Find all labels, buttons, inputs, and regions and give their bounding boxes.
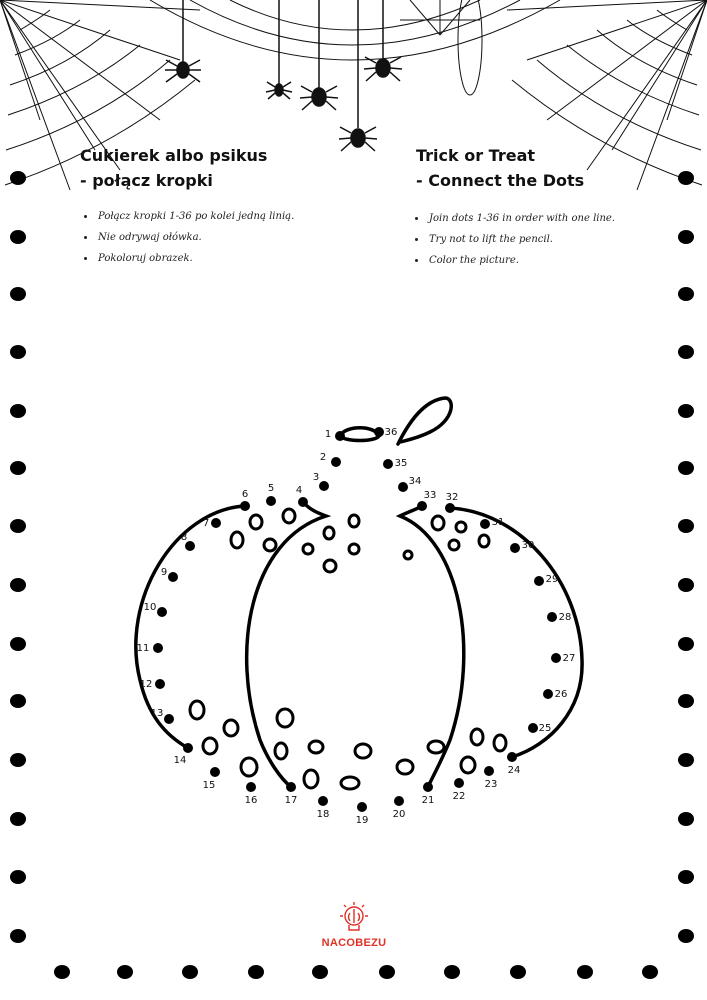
dot-label-4: 4	[295, 485, 303, 496]
dot-label-13: 13	[150, 708, 164, 719]
polish-instructions	[79, 206, 294, 269]
dot-label-25: 25	[538, 723, 552, 734]
border-dot	[10, 404, 26, 418]
border-dot	[379, 965, 395, 979]
border-dot	[248, 965, 264, 979]
spider-icon	[364, 0, 402, 81]
dot-label-9: 9	[160, 567, 168, 578]
dot-label-24: 24	[507, 765, 521, 776]
dot-label-28: 28	[558, 612, 572, 623]
dot-label-26: 26	[554, 689, 568, 700]
border-dot	[312, 965, 328, 979]
border-dot	[678, 230, 694, 244]
border-dot	[678, 812, 694, 826]
border-dot	[10, 519, 26, 533]
dot-14	[183, 743, 193, 753]
english-title-line2: - Connect the Dots	[416, 171, 585, 190]
border-dot	[10, 694, 26, 708]
dot-2	[331, 457, 341, 467]
dot-label-35: 35	[394, 458, 408, 469]
dot-label-3: 3	[312, 472, 320, 483]
border-dot	[10, 812, 26, 826]
dot-23	[484, 766, 494, 776]
dot-10	[157, 607, 167, 617]
dot-36	[374, 427, 384, 437]
dot-22	[454, 778, 464, 788]
instruction-item: • Nie odrywaj ołówka.	[96, 227, 294, 248]
dot-label-11: 11	[136, 643, 150, 654]
dot-32	[445, 503, 455, 513]
dot-16	[246, 782, 256, 792]
border-dot	[510, 965, 526, 979]
border-dot	[10, 578, 26, 592]
dot-label-32: 32	[445, 492, 459, 503]
border-dot	[678, 461, 694, 475]
dot-34	[398, 482, 408, 492]
dot-33	[417, 501, 427, 511]
dot-15	[210, 767, 220, 777]
dot-27	[551, 653, 561, 663]
border-dot	[10, 461, 26, 475]
dot-label-6: 6	[241, 489, 249, 500]
dot-3	[319, 481, 329, 491]
dot-label-22: 22	[452, 791, 466, 802]
border-dot	[10, 345, 26, 359]
dot-12	[155, 679, 165, 689]
dot-19	[357, 802, 367, 812]
pumpkin-outline	[136, 398, 582, 787]
dot-label-8: 8	[180, 532, 188, 543]
dot-20	[394, 796, 404, 806]
polish-title-line2: - połącz kropki	[80, 171, 213, 190]
dot-label-29: 29	[545, 574, 559, 585]
dot-26	[543, 689, 553, 699]
dot-label-30: 30	[521, 540, 535, 551]
dot-label-19: 19	[355, 815, 369, 826]
dot-5	[266, 496, 276, 506]
border-dot	[444, 965, 460, 979]
dot-label-15: 15	[202, 780, 216, 791]
connect-the-dots	[137, 427, 576, 826]
dot-label-2: 2	[319, 452, 327, 463]
dot-28	[547, 612, 557, 622]
border-dot	[577, 965, 593, 979]
dot-label-14: 14	[173, 755, 187, 766]
dot-label-16: 16	[244, 795, 258, 806]
polish-title-line1: Cukierek albo psikus	[80, 146, 268, 165]
dot-13	[164, 714, 174, 724]
spider-icon	[300, 0, 338, 110]
border-dot	[678, 694, 694, 708]
dot-11	[153, 643, 163, 653]
dot-25	[528, 723, 538, 733]
dot-label-34: 34	[408, 476, 422, 487]
polish-title	[80, 143, 267, 193]
spider-web-icon	[150, 0, 560, 95]
pumpkin-spots	[190, 509, 506, 789]
border-dot	[678, 753, 694, 767]
dot-30	[510, 543, 520, 553]
dot-24	[507, 752, 517, 762]
dot-4	[298, 497, 308, 507]
border-dot	[642, 965, 658, 979]
border-dots	[10, 171, 694, 979]
border-dot	[678, 637, 694, 651]
english-title	[416, 143, 584, 193]
dot-label-10: 10	[143, 602, 157, 613]
border-dot	[54, 965, 70, 979]
border-dot	[10, 753, 26, 767]
english-instructions	[410, 208, 615, 271]
english-title-line1: Trick or Treat	[416, 146, 536, 165]
instruction-item: • Color the picture.	[427, 250, 615, 271]
border-dot	[678, 870, 694, 884]
border-dot	[678, 171, 694, 185]
dot-label-17: 17	[284, 795, 298, 806]
instruction-item: • Pokoloruj obrazek.	[96, 248, 294, 269]
dot-1	[335, 431, 345, 441]
border-dot	[678, 519, 694, 533]
spider-icon	[266, 0, 292, 99]
dot-31	[480, 519, 490, 529]
border-dot	[10, 230, 26, 244]
dot-label-20: 20	[392, 809, 406, 820]
border-dot	[117, 965, 133, 979]
dot-29	[534, 576, 544, 586]
dot-21	[423, 782, 433, 792]
dot-label-21: 21	[421, 795, 435, 806]
border-dot	[678, 929, 694, 943]
dot-18	[318, 796, 328, 806]
border-dot	[10, 929, 26, 943]
border-dot	[678, 404, 694, 418]
border-dot	[182, 965, 198, 979]
dot-label-12: 12	[139, 679, 153, 690]
border-dot	[10, 171, 26, 185]
border-dot	[678, 287, 694, 301]
logo	[315, 900, 393, 949]
dot-label-36: 36	[384, 427, 398, 438]
dot-9	[168, 572, 178, 582]
dot-label-7: 7	[202, 518, 210, 529]
spider-icon	[165, 0, 201, 82]
dot-label-23: 23	[484, 779, 498, 790]
border-dot	[678, 345, 694, 359]
border-dot	[10, 637, 26, 651]
dot-label-5: 5	[267, 483, 275, 494]
border-dot	[10, 870, 26, 884]
dot-17	[286, 782, 296, 792]
instruction-item: • Połącz kropki 1-36 po kolei jedną linią.	[96, 206, 294, 227]
dot-35	[383, 459, 393, 469]
dot-7	[211, 518, 221, 528]
dot-label-27: 27	[562, 653, 576, 664]
instruction-item: • Join dots 1-36 in order with one line.	[427, 208, 615, 229]
instruction-item: • Try not to lift the pencil.	[427, 229, 615, 250]
dot-label-18: 18	[316, 809, 330, 820]
dot-6	[240, 501, 250, 511]
logo-text: NACOBEZU	[321, 937, 387, 949]
border-dot	[10, 287, 26, 301]
border-dot	[678, 578, 694, 592]
dot-label-31: 31	[491, 517, 505, 528]
dot-label-33: 33	[423, 490, 437, 501]
dot-label-1: 1	[324, 429, 332, 440]
